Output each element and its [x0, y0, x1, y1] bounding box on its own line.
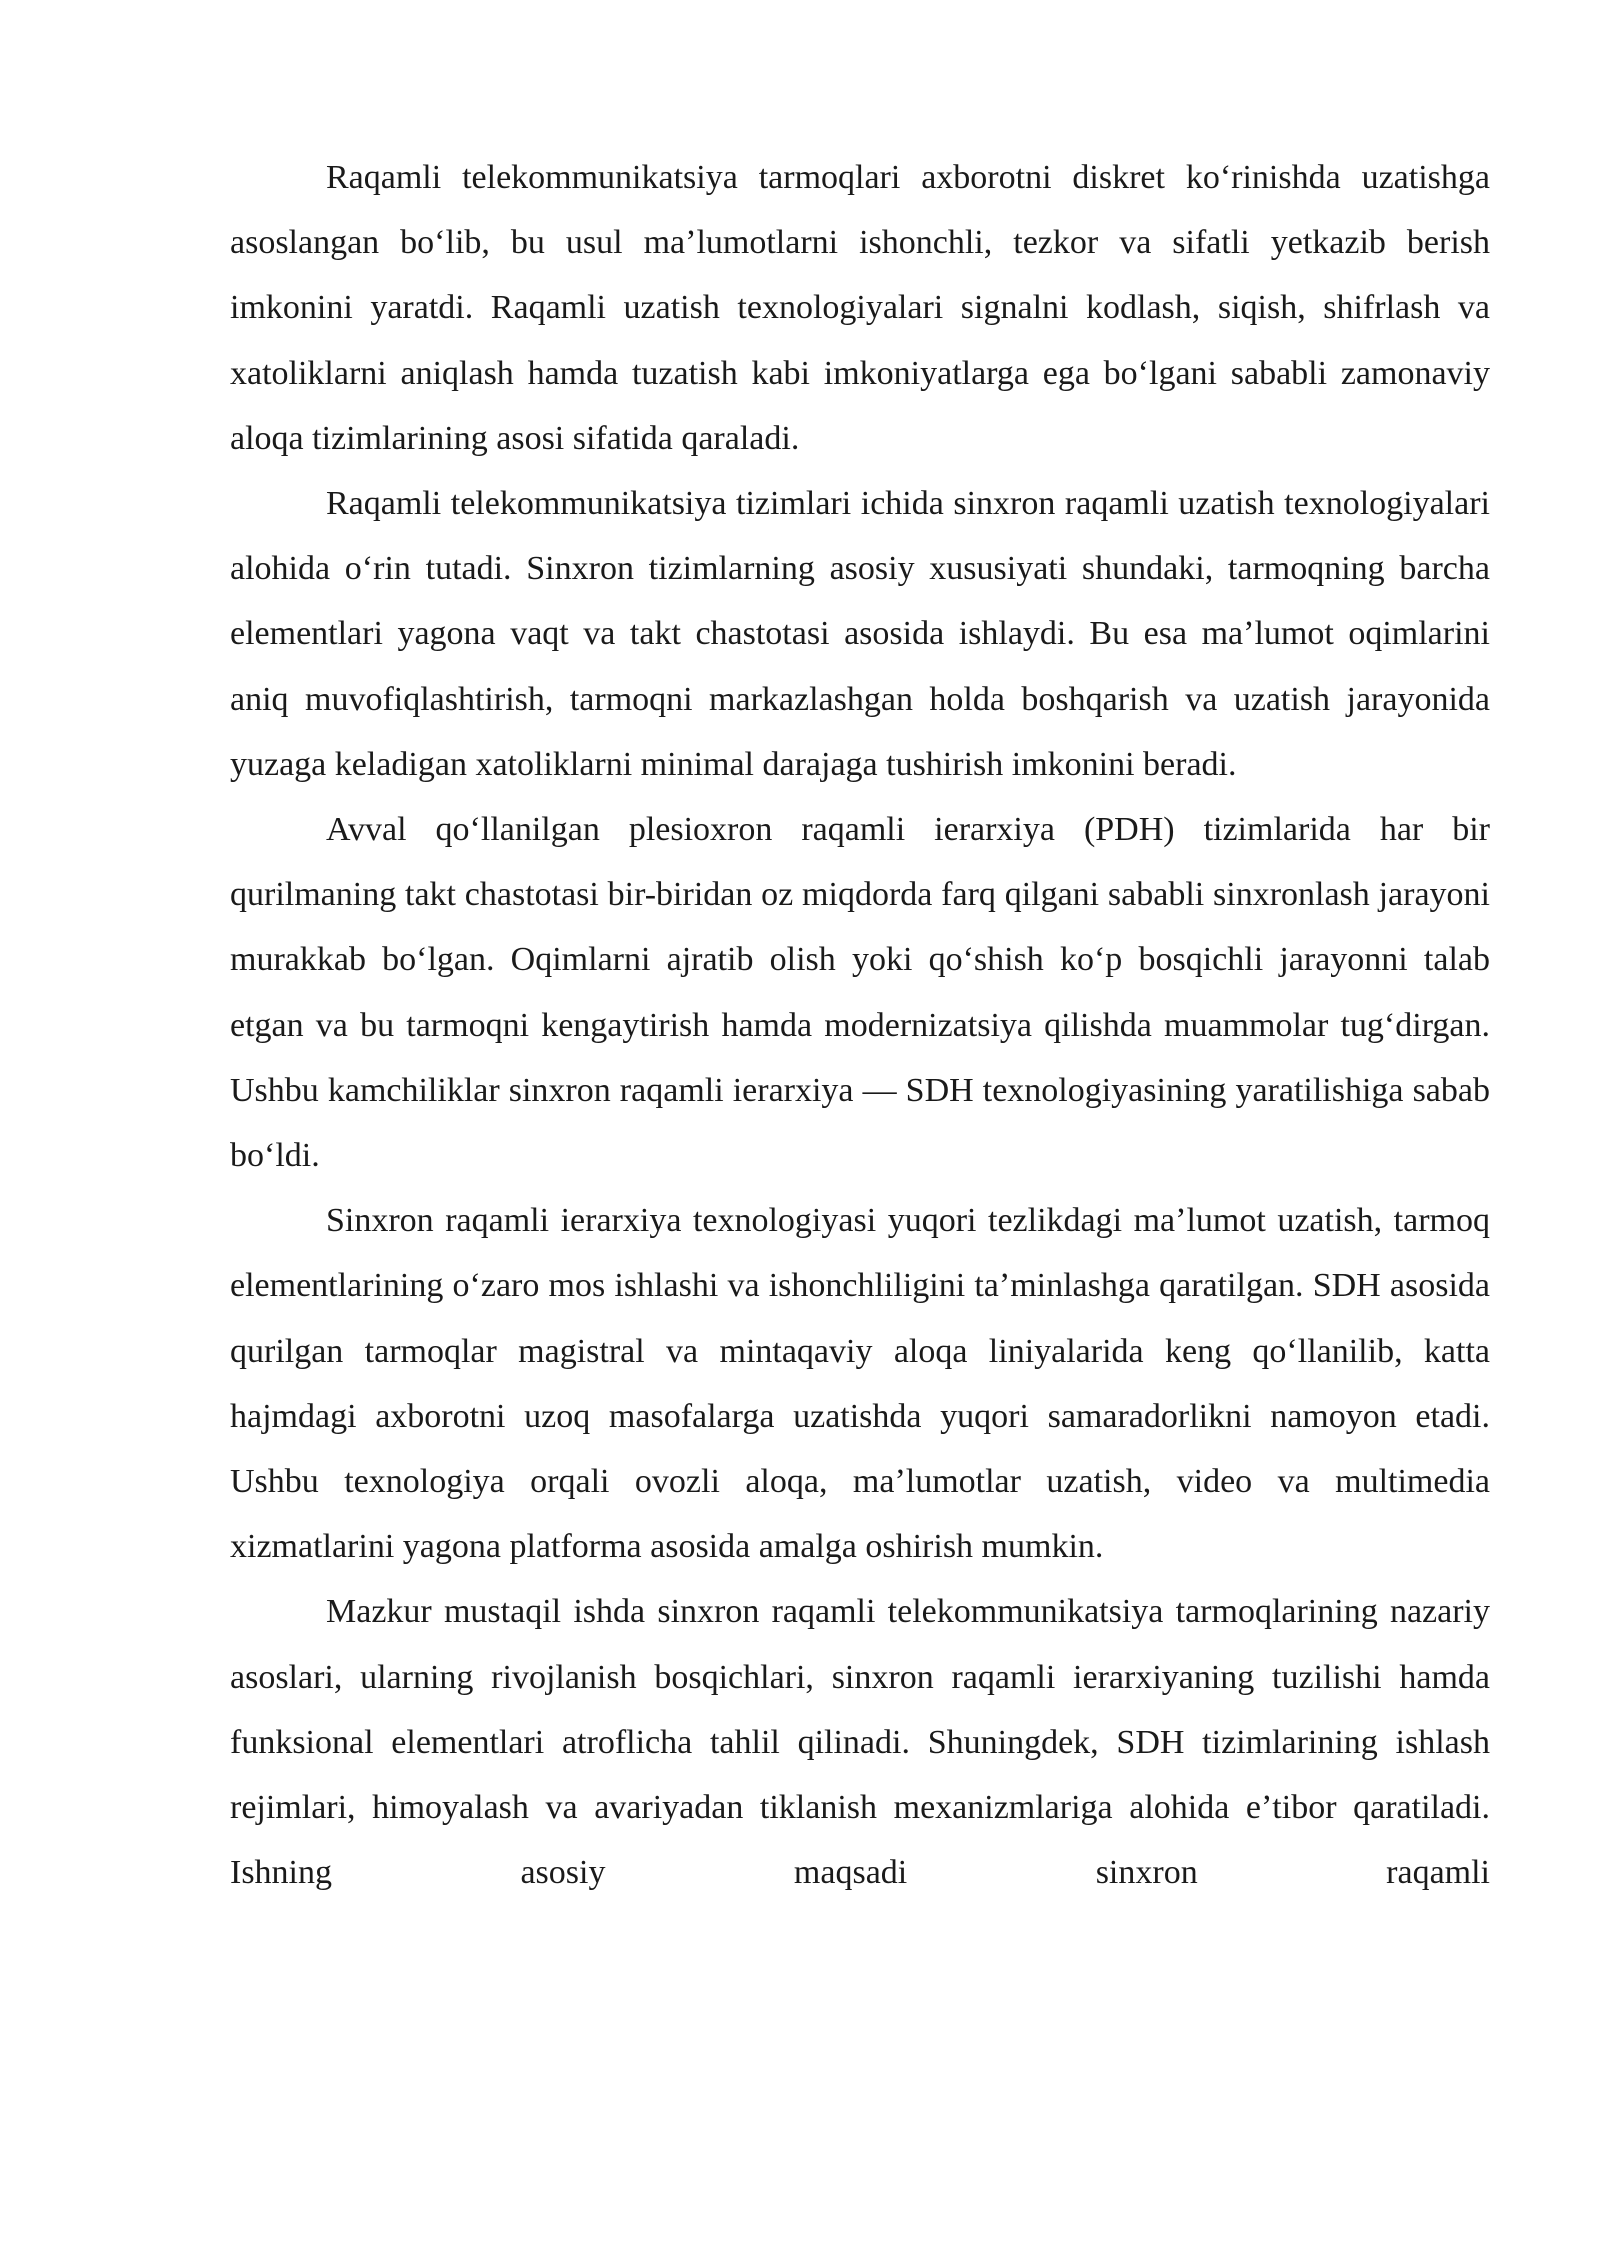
paragraph-1: Raqamli telekommunikatsiya tarmoqlari axborotni diskret koʻrinishda uzatishga asoslangan boʻlib, bu usul maʼlumotlarni ishonchli, tezkor va sifatli yetkazib berish imkonini yaratdi. Raqamli uzatish texnologiyalari signalni kodlash, siqish, shifrlash va xatoliklarni aniqlash hamda tuzatish kabi imkoniyatlarga ega boʻlgani sababli zamonaviy aloqa tizimlarining asosi sifatida qaraladi.: [230, 159, 1490, 457]
paragraph-5: Mazkur mustaqil ishda sinxron raqamli telekommunikatsiya tarmoqlarining nazariy asoslari, ularning rivojlanish bosqichlari, sinxron raqamli ierarxiyaning tuzilishi hamda funksional elementlari atroflicha tahlil qilinadi. Shuningdek, SDH tizimlarining ishlash rejimlari, himoyalash va avariyadan tiklanish mexanizmlariga alohida eʼtibor qaratiladi. Ishning asosiy maqsadi sinxron raqamli: [230, 1593, 1490, 1892]
paragraph-3: Avval qoʻllanilgan plesioxron raqamli ierarxiya (PDH) tizimlarida har bir qurilmaning takt chastotasi bir-biridan oz miqdorda farq qilgani sababli sinxronlash jarayoni murakkab boʻlgan. Oqimlarni ajratib olish yoki qoʻshish koʻp bosqichli jarayonni talab etgan va bu tarmoqni kengaytirish hamda modernizatsiya qilishda muammolar tugʻdirgan. Ushbu kamchiliklar sinxron raqamli ierarxiya — SDH texnologiyasining yaratilishiga sabab boʻldi.: [230, 811, 1490, 1175]
paragraph-2: Raqamli telekommunikatsiya tizimlari ichida sinxron raqamli uzatish texnologiyalari alohida oʻrin tutadi. Sinxron tizimlarning asosiy xususiyati shundaki, tarmoqning barcha elementlari yagona vaqt va takt chastotasi asosida ishlaydi. Bu esa maʼlumot oqimlarini aniq muvofiqlashtirish, tarmoqni markazlashgan holda boshqarish va uzatish jarayonida yuzaga keladigan xatoliklarni minimal darajaga tushirish imkonini beradi.: [230, 485, 1490, 783]
paragraph-4: Sinxron raqamli ierarxiya texnologiyasi yuqori tezlikdagi maʼlumot uzatish, tarmoq elementlarining oʻzaro mos ishlashi va ishonchliligini taʼminlashga qaratilgan. SDH asosida qurilgan tarmoqlar magistral va mintaqaviy aloqa liniyalarida keng qoʻllanilib, katta hajmdagi axborotni uzoq masofalarga uzatishda yuqori samaradorlikni namoyon etadi. Ushbu texnologiya orqali ovozli aloqa, maʼlumotlar uzatish, video va multimedia xizmatlarini yagona platforma asosida amalga oshirish mumkin.: [230, 1202, 1490, 1566]
document-body: [230, 145, 1490, 1905]
